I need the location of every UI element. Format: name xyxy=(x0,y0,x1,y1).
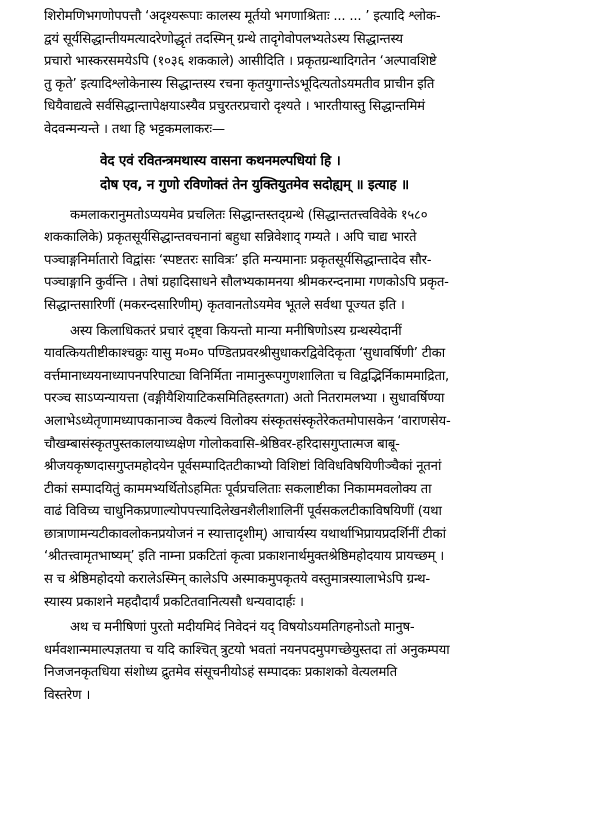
text-line: पञ्चाङ्गनिर्मातारो विद्वांसः ‘स्पष्टतरः सावित्रः’ इति मन्यमानाः प्रकृतसूर्यसिद्धान्तादेव सौर- xyxy=(44,252,432,268)
text-line: ‘श्रीतत्त्वामृतभाष्यम्’ इति नाम्ना प्रकटितां कृत्वा प्रकाशनार्थमुक्तश्रेष्ठिमहोदयाय प्रायच्छम् । xyxy=(44,549,444,565)
paragraph-commentaries xyxy=(44,321,572,615)
verse-tail: इत्याह ॥ xyxy=(367,176,409,193)
text-line: छात्राणामन्यटीकावलोकनप्रयोजनं न स्यात्तादृशीम्) आचार्यस्य यथार्थाभिप्रायप्रदर्शिनीं टीकां xyxy=(44,526,446,542)
verse-line-2 xyxy=(100,173,572,197)
text-line: चौखम्बासंस्कृतपुस्तकालयाध्यक्षेण गोलोकवासि-श्रेष्ठिवर-हरिदासगुप्तात्मज बाबू- xyxy=(44,436,400,452)
text-line: यावत्कियतीष्टीकाश्चक्रुः यासु म०म० पण्डितप्रवरश्रीसुधाकरद्विवेदिकृता ‘सुधावर्षिणी’ टीका xyxy=(44,346,445,362)
verse-line-1: वेद एवं रवितन्त्रमथास्य वासना कथनमल्पधियां हि । xyxy=(100,152,341,169)
text-line: सिद्धान्तसारिणीं (मकरन्दसारिणीम्) कृतवानतोऽयमेव भूतले सर्वथा पूज्यत इति । xyxy=(44,297,405,313)
text-line: तु कृते’ इत्यादिश्लोकेनास्य सिद्धान्तस्य रचना कृतयुगान्तेऽभूदित्यतोऽयमतीव प्राचीन इति xyxy=(44,76,435,92)
text-line: अस्य किलाधिकतरं प्रचारं दृष्ट्वा कियन्तो मान्या मनीषिणोऽस्य ग्रन्थस्येदानीं xyxy=(70,323,402,339)
text-line: स्यास्य प्रकाशने महदौदार्यं प्रकटितवानित्यसौ धन्यवादार्हः । xyxy=(44,594,304,610)
paragraph-request xyxy=(44,617,572,707)
text-line: वाढं विविच्य चाधुनिकप्रणाल्योपपत्त्यादिलेखनशैलीशालिनीं पूर्वसकलटीकाविषयिणीं (यथा xyxy=(44,504,442,520)
text-line: वर्त्तमानाध्ययनाध्यापनपरिपाट्या विनिर्मिता नामानुरूपगुणशालिता च विद्वद्भिर्निकाममाद्रिता, xyxy=(44,368,450,384)
text-line: धियैवाद्यत्वे सर्वसिद्धान्तापेक्षयाऽस्यैव प्रचुरतरप्रचारो दृश्यते । भारतीयास्तु सिद्धान्तमिमं xyxy=(44,99,425,115)
verse-quote xyxy=(44,149,572,197)
text-line: प्रचारो भास्करसमयेऽपि (१०३६ शककाले) आसीदिति । प्रकृतग्रन्थादिगतेन ‘अल्पावशिष्टे xyxy=(44,54,437,70)
text-line: शिरोमणिभगणोपपत्तौ ‘अदृश्यरूपाः कालस्य मूर्तयो भगणाश्रिताः ... ... ’ इत्यादि श्लोक- xyxy=(44,9,441,24)
text-line: श्रीजयकृष्णदासगुप्तमहोदयेन पूर्वसम्पादितटीकाभ्यो विशिष्टां विविधविषयिणीञ्चैकां नूतनां xyxy=(44,459,442,475)
text-line: स च श्रेष्ठिमहोदयो करालेऽस्मिन् कालेऽपि अस्माकमुपकृतये वस्तुमात्रस्यालाभेऽपि ग्रन्थ- xyxy=(44,572,430,588)
text-line: विस्तरेण । xyxy=(44,688,91,704)
verse-line-2-text: दोष एव, न गुणो रविणोक्तं तेन युक्तियुतमेव सदोह्यम् ॥ xyxy=(100,176,364,193)
text-line: कमलाकरानुमतोऽप्ययमेव प्रचलितः सिद्धान्तस्तद्ग्रन्थे (सिद्धान्ततत्त्वविवेके १५८० xyxy=(70,207,428,223)
document-page xyxy=(44,6,572,711)
paragraph-kamalakara xyxy=(44,205,572,318)
text-line: पञ्चाङ्गानि कुर्वन्ति । तेषां ग्रहादिसाधने सौलभ्यकामनया श्रीमकरन्दनामा गणकोऽपि प्रकृत- xyxy=(44,275,449,291)
text-line: धर्मवशान्ममाल्पज्ञतया च यदि काश्चित् त्रुटयो भवतां नयनपदमुपगच्छेयुस्तदा तां अनुकम्पया xyxy=(44,642,450,658)
text-line: टीकां सम्पादयितुं काममभ्यर्थितोऽहमितः पूर्वप्रचलिताः सकलाष्टीका निकाममवलोक्य ता xyxy=(44,481,432,497)
text-line: परञ्च साऽप्यन्यायत्ता (वङ्गीयैशियाटिकसमितिहस्तगता) अतो नितरामलभ्या । सुधावर्षिण्या xyxy=(44,391,445,407)
text-line: शककालिके) प्रकृतसूर्यसिद्धान्तवचनानां बहुधा सन्निवेशाद् गम्यते । अपि चाद्य भारते xyxy=(44,230,417,246)
text-line: द्वयं सूर्यसिद्धान्तीयमत्यादरेणोद्धृतं तदस्मिन् ग्रन्थे तादृगेवोपलभ्यतेऽस्य सिद्धान्तस्य xyxy=(44,31,403,47)
text-line: अथ च मनीषिणां पुरतो मदीयमिदं निवेदनं यद् विषयोऽयमतिगहनोऽतो मानुष- xyxy=(70,620,415,636)
paragraph-intro xyxy=(44,6,572,142)
text-line: अलाभेऽध्येतृणामध्यापकानाञ्च वैकल्यं विलोक्य संस्कृतसंस्कृतेरेकतमोपासकेन ‘वाराणसेय- xyxy=(44,413,451,429)
text-line: वेदवन्मन्यन्ते । तथा हि भट्टकमलाकरः— xyxy=(44,121,225,137)
text-line: निजजनकृतधिया संशोध्य द्रुतमेव संसूचनीयोऽहं सम्पादकः प्रकाशको वेत्यलमति xyxy=(44,665,397,681)
